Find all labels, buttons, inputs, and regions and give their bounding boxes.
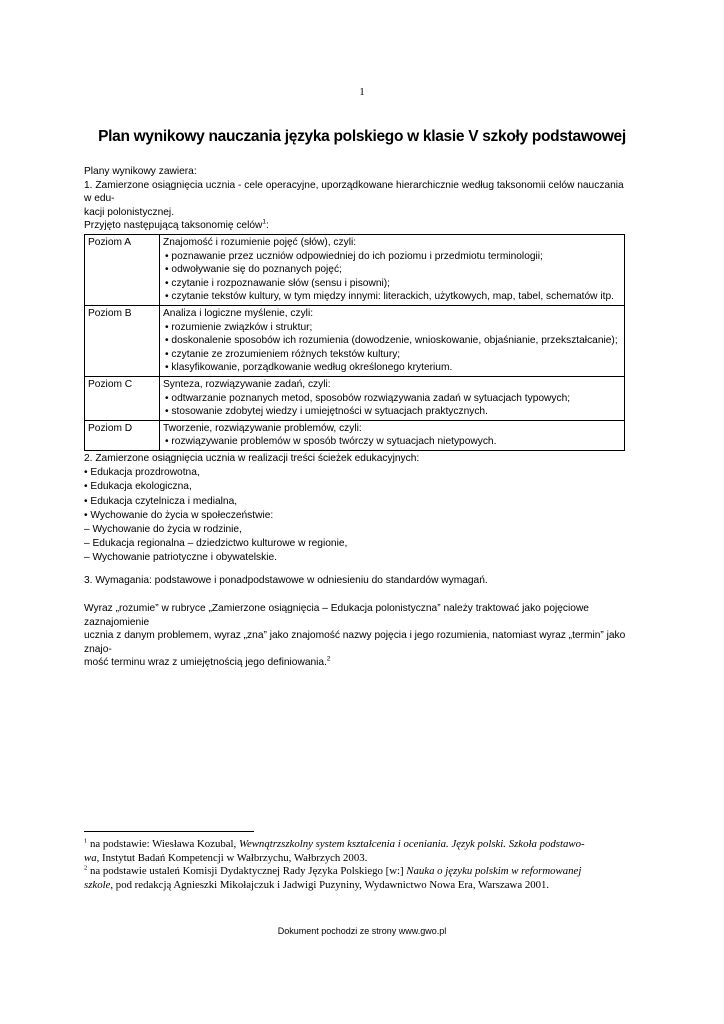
list-item: • odwoływanie się do poznanych pojęć;	[163, 263, 621, 277]
section-2	[84, 452, 632, 566]
footnote-2-text: na podstawie ustaleń Komisji Dydaktycznej Rady Języka Polskiego [w:]	[87, 865, 407, 877]
list-item: • rozumienie związków i struktur;	[163, 321, 621, 335]
footnote-2-number: 2	[84, 864, 88, 872]
footnote-2-title-end: szkole	[84, 878, 111, 891]
intro-line-1: Plany wynikowy zawiera:	[84, 166, 197, 177]
level-cell: Poziom B	[85, 305, 160, 376]
intro	[84, 165, 632, 233]
list-item: • Edukacja czytelnicza i medialna,	[84, 495, 632, 509]
footnote-1-text: na podstawie: Wiesława Kozubal,	[87, 838, 239, 850]
list-item: • stosowanie zdobytej wiedzy i umiejętności w sytuacjach praktycznych.	[163, 405, 621, 419]
level-heading: Analiza i logiczne myślenie, czyli:	[163, 307, 314, 319]
footnotes	[84, 838, 632, 892]
footnote-2-publisher: , pod redakcją Agnieszki Mikołajczuk i Jadwigi Puzyniny, Wydawnictwo Nowa Era, Warszawa 2001.	[110, 878, 550, 891]
list-item: • odtwarzanie poznanych metod, sposobów rozwiązywania zadań w sytuacjach typowych;	[163, 392, 621, 406]
sub-list-item: – Edukacja regionalna – dziedzictwo kulturowe w regionie,	[84, 537, 632, 551]
section-4-line-3	[84, 656, 632, 670]
list-item: • klasyfikowanie, porządkowanie według określonego kryterium.	[163, 361, 621, 375]
section-4-line-1: Wyraz „rozumie” w rubryce „Zamierzone osiągnięcia – Edukacja polonistyczna” należy traktować jako pojęciowe zaznajomienie	[84, 603, 589, 628]
intro-line-3-text: Przyjęto następującą taksonomię celów	[84, 220, 263, 232]
footnote-1-publisher: , Instytut Badań Kompetencji w Wałbrzychu, Wałbrzych 2003.	[96, 851, 368, 864]
description-cell	[160, 305, 625, 376]
footnote-1	[84, 838, 632, 865]
level-heading: Znajomość i rozumienie pojęć (słów), czyli:	[163, 237, 357, 248]
footnote-1-number: 1	[84, 837, 88, 845]
list-item: • Edukacja ekologiczna,	[84, 480, 632, 494]
description-cell	[160, 420, 625, 450]
level-cell: Poziom D	[85, 420, 160, 450]
level-heading: Synteza, rozwiązywanie zadań, czyli:	[163, 378, 331, 390]
list-item: • Edukacja prozdrowotna,	[84, 466, 632, 480]
page-number: 1	[359, 86, 365, 98]
taxonomy-table	[84, 234, 625, 451]
list-item: • czytanie tekstów kultury, w tym między innymi: literackich, użytkowych, map, tabel, schematów itp.	[163, 290, 621, 304]
section-4-line-3-text: mość terminu wraz z umiejętnością jego definiowania.	[84, 657, 327, 669]
list-item: • Wychowanie do życia w społeczeństwie:	[84, 509, 632, 523]
page-title: Plan wynikowy nauczania języka polskiego w klasie V szkoły podstawowej	[98, 128, 626, 145]
list-item: • czytanie ze zrozumieniem różnych tekstów kultury;	[163, 348, 621, 362]
intro-line-2a: 1. Zamierzone osiągnięcia ucznia - cele operacyjne, uporządkowane hierarchicznie według taksonomii celów nauczania w edu-	[84, 179, 624, 205]
level-cell: Poziom A	[85, 235, 160, 306]
footnote-1-title-end: wa	[84, 851, 97, 864]
table-row	[85, 235, 625, 306]
footnote-1-title: Wewnątrzszkolny system kształcenia i oceniania. Język polski. Szkoła podstawo-	[238, 838, 585, 850]
section-2-heading: 2. Zamierzone osiągnięcia ucznia w realizacji treści ścieżek edukacyjnych:	[84, 453, 420, 464]
description-cell	[160, 376, 625, 420]
intro-line-2b: kacji polonistycznej.	[84, 206, 175, 218]
description-cell	[160, 235, 625, 306]
sub-list-item: – Wychowanie do życia w rodzinie,	[84, 523, 632, 537]
section-3: 3. Wymagania: podstawowe i ponadpodstawowe w odniesieniu do standardów wymagań.	[84, 575, 488, 586]
list-item: • poznawanie przez uczniów odpowiedniej do ich poziomu i przedmiotu terminologii;	[163, 250, 621, 264]
page-footer: Dokument pochodzi ze strony www.gwo.pl	[277, 926, 447, 936]
footnote-2-title: Nauka o języku polskim w reformowanej	[406, 865, 582, 877]
intro-line-3	[84, 219, 632, 233]
sub-list-item: – Wychowanie patriotyczne i obywatelskie.	[84, 551, 632, 565]
intro-line-3-end: :	[266, 220, 269, 232]
level-heading: Tworzenie, rozwiązywanie problemów, czyli:	[163, 422, 362, 434]
list-item: • rozwiązywanie problemów w sposób twórczy w sytuacjach nietypowych.	[163, 435, 621, 449]
table-row	[85, 420, 625, 450]
footnote-2	[84, 865, 632, 892]
table-row	[85, 305, 625, 376]
section-4-line-2: ucznia z danym problemem, wyraz „zna” jako znajomość nazwy pojęcia i jego rozumienia, natomiast wyraz „termin” jako znajo-	[84, 630, 626, 655]
footnote-ref-2[interactable]: 2	[326, 655, 331, 663]
section-4	[84, 602, 632, 670]
table-row	[85, 376, 625, 420]
footnote-divider	[84, 831, 254, 832]
list-item: • czytanie i rozpoznawanie słów (sensu i pisowni);	[163, 277, 621, 291]
list-item: • doskonalenie sposobów ich rozumienia (dowodzenie, wnioskowanie, objaśnianie, przekształcanie);	[163, 334, 621, 348]
level-cell: Poziom C	[85, 376, 160, 420]
footnote-ref-1[interactable]: 1	[262, 218, 267, 226]
